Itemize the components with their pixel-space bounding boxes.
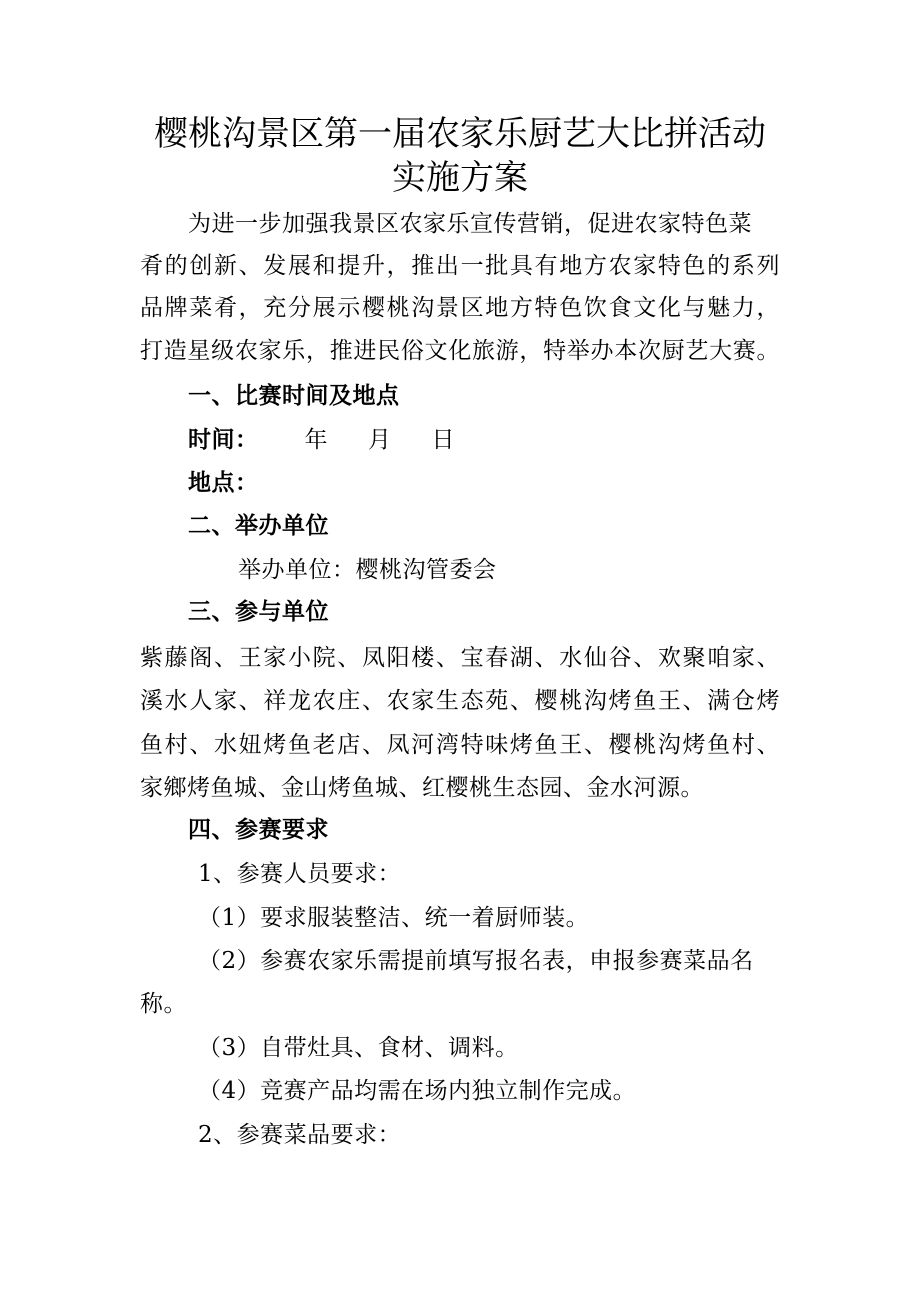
requirement-1-item-3: （3）自带灶具、食材、调料。 [198,1035,519,1061]
requirement-1-item-4: （4）竞赛产品均需在场内独立制作完成。 [198,1078,637,1104]
document-subtitle: 实施方案 [392,158,528,198]
section-4-heading: 四、参赛要求 [188,816,329,843]
intro-line-2: 肴的创新、发展和提升，推出一批具有地方农家特色的系列 [140,253,780,279]
participants-line-3: 鱼村、水妞烤鱼老店、凤河湾特味烤鱼王、樱桃沟烤鱼村、 [140,732,780,758]
participants-line-2: 溪水人家、祥龙农庄、农家生态苑、樱桃沟烤鱼王、满仓烤 [140,688,780,714]
requirement-1: 1、参赛人员要求： [198,861,402,887]
time-month: 月 [368,427,392,453]
intro-line-4: 打造星级农家乐，推进民俗文化旅游，特举办本次厨艺大赛。 [140,338,780,364]
document-title: 樱桃沟景区第一届农家乐厨艺大比拼活动 [154,114,766,154]
participants-line-1: 紫藤阁、王家小院、凤阳楼、宝春湖、水仙谷、欢聚咱家、 [140,645,780,671]
requirement-1-item-2: （2）参赛农家乐需提前填写报名表，申报参赛菜品名 [198,948,754,974]
time-day: 日 [431,427,455,453]
requirement-2: 2、参赛菜品要求： [198,1122,402,1148]
intro-line-3: 品牌菜肴，充分展示樱桃沟景区地方特色饮食文化与魅力， [140,295,780,321]
time-row [188,425,455,455]
time-label: 时间： [188,426,259,453]
organizer-text: 举办单位：樱桃沟管委会 [238,557,497,583]
intro-line-1: 为进一步加强我景区农家乐宣传营销，促进农家特色菜 [188,211,752,237]
requirement-1-item-2-cont: 称。 [140,991,187,1017]
participants-line-4: 家鄉烤鱼城、金山烤鱼城、红樱桃生态园、金水河源。 [140,775,704,801]
section-3-heading: 三、参与单位 [188,598,329,625]
requirement-1-item-1: （1）要求服装整洁、统一着厨师装。 [198,905,590,931]
section-1-heading: 一、比赛时间及地点 [188,382,400,409]
place-label: 地点： [188,469,259,496]
time-year: 年 [304,427,328,453]
section-2-heading: 二、举办单位 [188,512,329,539]
